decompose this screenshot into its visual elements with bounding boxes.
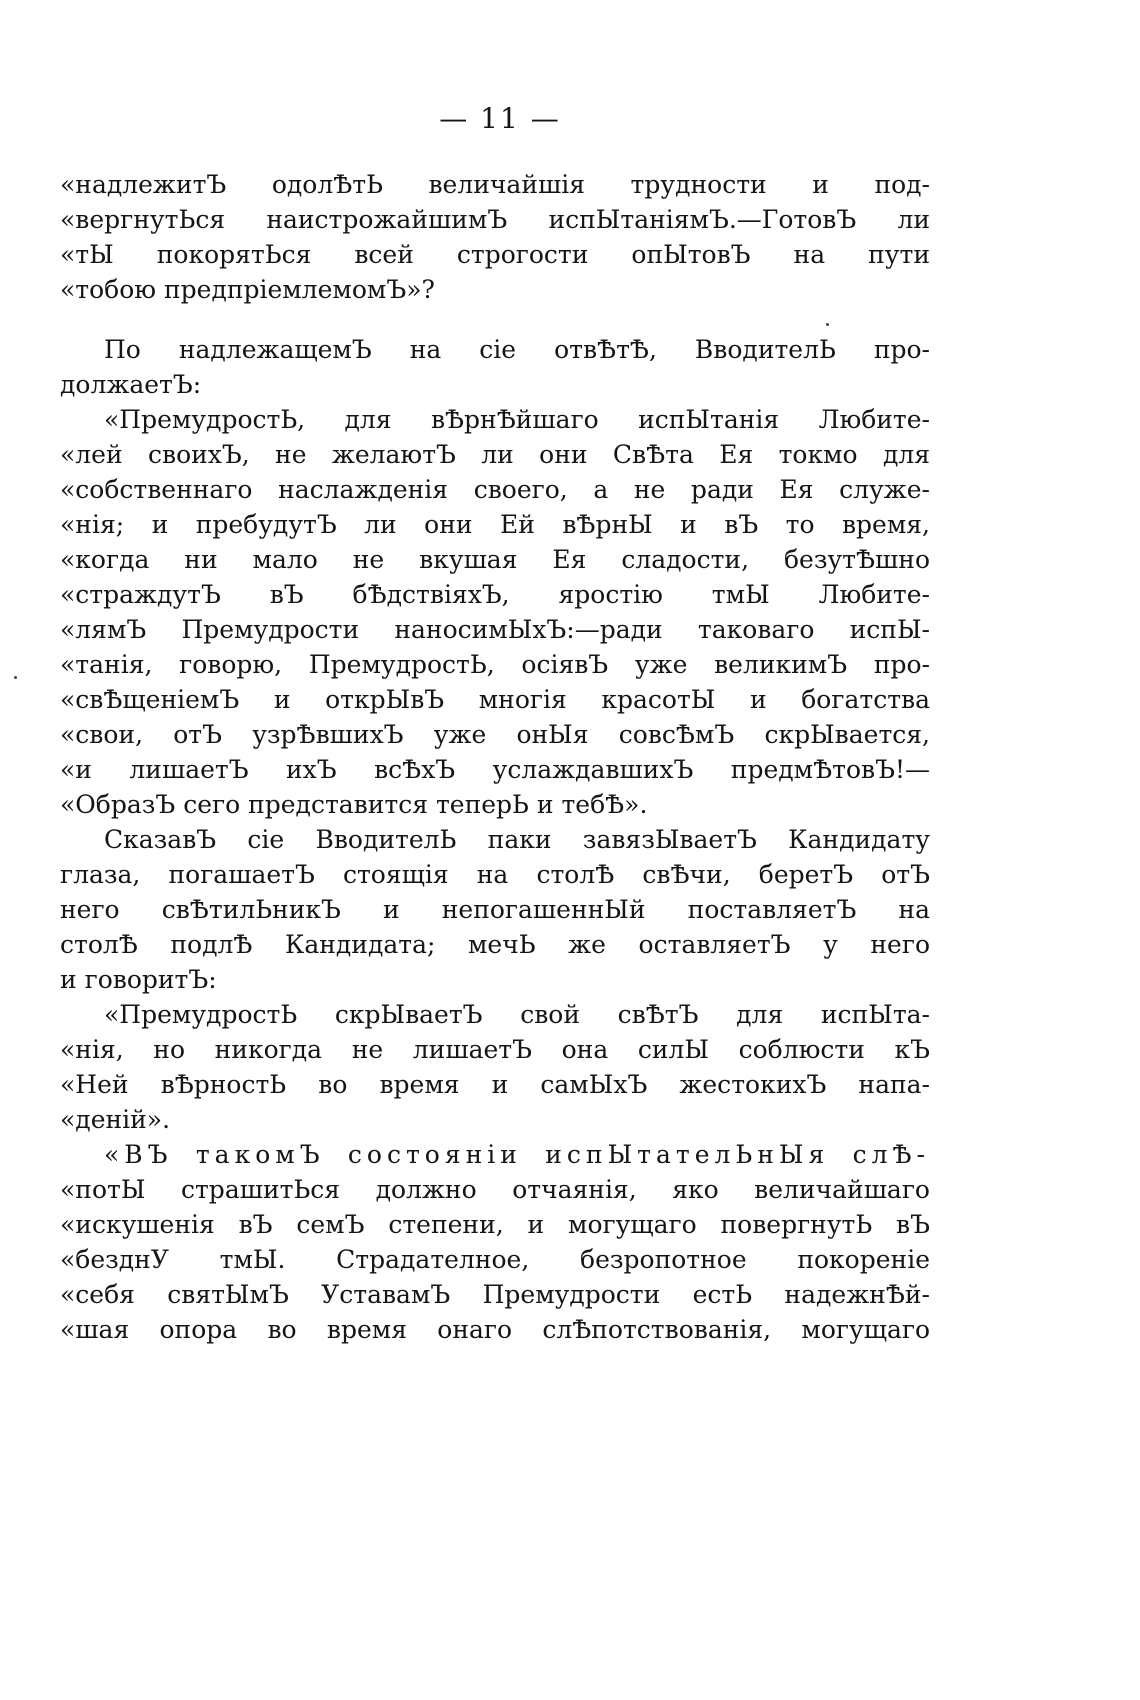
text-line: «тЫ покорятЬся всей строгости опЫтовЪ на пути	[60, 240, 930, 269]
text-line: «свои, отЪ узрѢвшихЪ уже онЫя совсѢмЪ скрЫвается,	[60, 720, 930, 749]
text-line: столѢ подлѢ Кандидата; мечЬ же оставляетЪ у него	[60, 930, 930, 959]
page-number: — 11 —	[439, 102, 561, 135]
text-line: «ВЪ такомЪ состояніи испЫтателЬнЫя слѢ-	[104, 1140, 930, 1169]
text-line: глаза, погашаетЪ стоящія на столѢ свѢчи, беретЪ отЪ	[60, 860, 930, 889]
text-line: «вергнутЬся наистрожайшимЪ испЫтаніямЪ.—ГотовЪ ли	[60, 205, 930, 234]
text-line: «деній».	[60, 1105, 171, 1134]
text-line: «нія; и пребудутЪ ли они Ей вѢрнЫ и вЪ то время,	[60, 510, 930, 539]
text-line: должаетЪ:	[60, 370, 202, 399]
print-speck	[14, 676, 17, 679]
text-line: «искушенія вЪ семЪ степени, и могущаго повергнутЬ вЪ	[60, 1210, 930, 1239]
text-line: «свѢщеніемЪ и открЫвЪ многія красотЫ и богатства	[60, 685, 930, 714]
text-line: «лей своихЪ, не желаютЪ ли они СвѢта Ея токмо для	[60, 440, 930, 469]
text-line: По надлежащемЪ на сіе отвѢтѢ, ВводителЬ про-	[104, 335, 930, 364]
paragraph-block-1	[60, 167, 930, 307]
text-line: «Ней вѢрностЬ во время и самЫхЪ жестокихЪ напа-	[60, 1070, 930, 1099]
text-line: «ОбразЪ сего представится теперЬ и тебѢ».	[60, 790, 648, 819]
text-line: «собственнаго наслажденія своего, а не ради Ея служе-	[60, 475, 930, 504]
paragraph-block-2	[60, 332, 930, 1347]
print-speck	[826, 323, 829, 326]
text-line: СказавЪ сіе ВводителЬ паки завязЫваетЪ Кандидату	[104, 825, 930, 854]
text-line: «себя святЫмЪ УставамЪ Премудрости естЬ надежнѢй-	[60, 1280, 930, 1309]
text-line: «и лишаетЪ ихЪ всѢхЪ услаждавшихЪ предмѢтовЪ!—	[60, 755, 930, 784]
text-line: «тобою предпріемлемомЪ»?	[60, 275, 435, 304]
text-line: «безднУ тмЫ. Страдателное, безропотное покореніе	[60, 1245, 930, 1274]
text-line: «ПремудростЬ, для вѢрнѢйшаго испЫтанія Любите-	[104, 405, 930, 434]
text-line: него свѢтилЬникЪ и непогашеннЫй поставляетЪ на	[60, 895, 930, 924]
text-line: «нія, но никогда не лишаетЪ она силЫ соблюсти кЪ	[60, 1035, 930, 1064]
text-line: «когда ни мало не вкушая Ея сладости, безутѢшно	[60, 545, 930, 574]
text-line: «танія, говорю, ПремудростЬ, осіявЪ уже великимЪ про-	[60, 650, 930, 679]
text-line: «ПремудростЬ скрЫваетЪ свой свѢтЪ для испЫта-	[104, 1000, 930, 1029]
text-line: и говоритЪ:	[60, 965, 217, 994]
text-line: «лямЪ Премудрости наносимЫхЪ:—ради таковаго испЫ-	[60, 615, 930, 644]
text-line: «страждутЪ вЪ бѢдствіяхЪ, яростію тмЫ Любите-	[60, 580, 930, 609]
text-line: «шая опора во время онаго слѢпотствованія, могущаго	[60, 1315, 930, 1344]
text-line: «потЫ страшитЬся должно отчаянія, яко величайшаго	[60, 1175, 930, 1204]
text-line: «надлежитЪ одолѢтЬ величайшія трудности и под-	[60, 170, 930, 199]
